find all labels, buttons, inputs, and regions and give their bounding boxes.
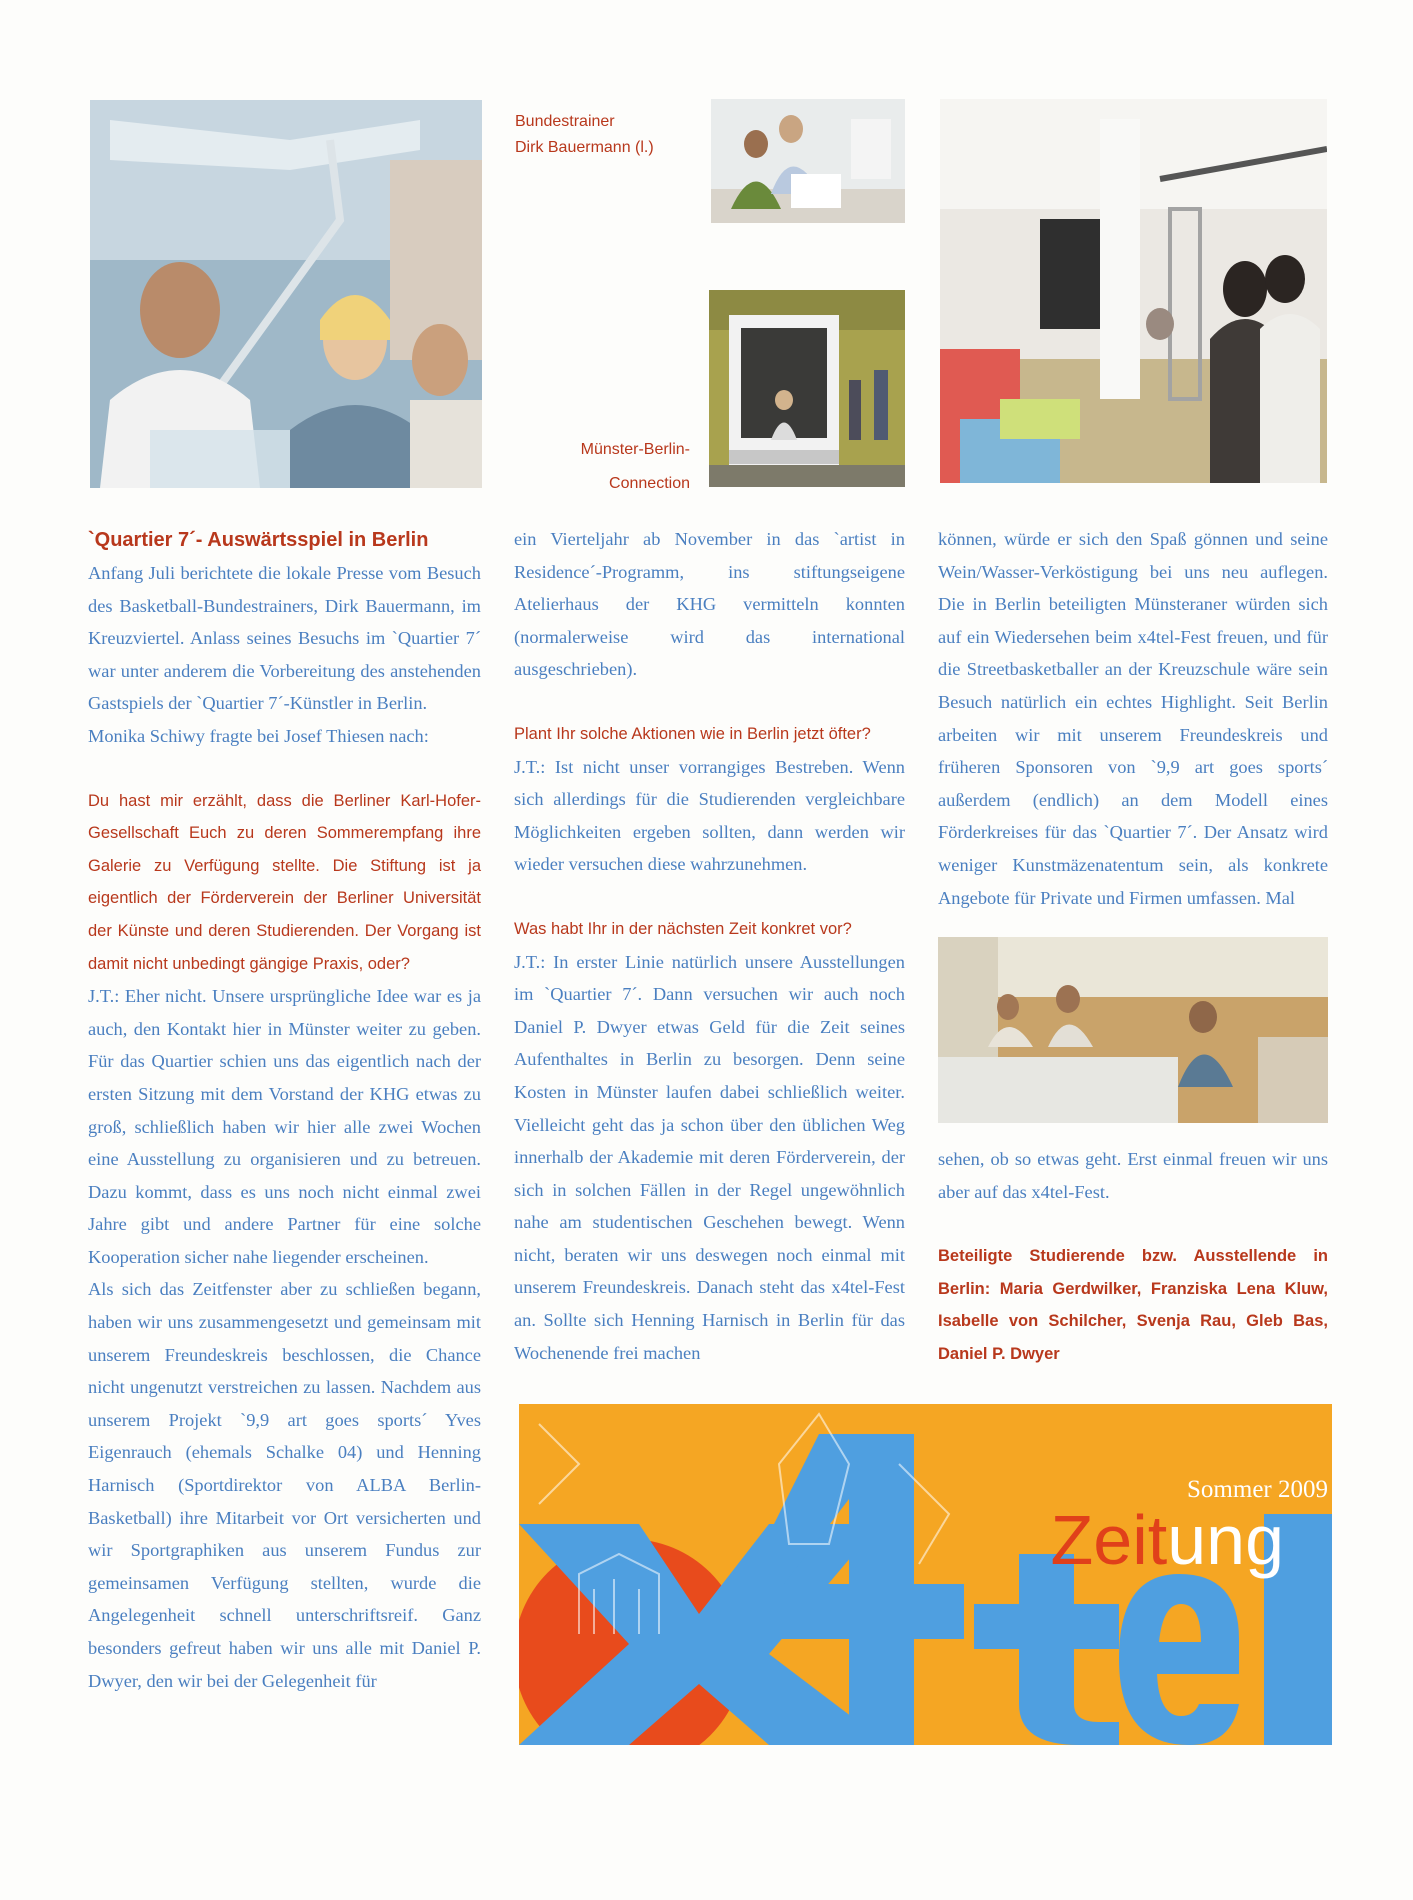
spacer [514,881,905,913]
article-column-3 [938,523,1328,914]
column-3-paragraph: können, würde er sich den Spaß gönnen und seine Wein/Wasser-Verköstigung bei uns neu auflegen. Die in Berlin beteiligten Münsteraner würden sich auf ein Wiedersehen beim x4tel-Fest freuen, und für die Streetbasketballer an der Kreuzschule wäre sein Besuch natürlich ein echtes Highlight. Seit Berlin arbeiten wir mit unserem Freundeskreis und früheren Sponsoren von `9,9 art goes sports´ außerdem (endlich) an dem Modell eines Förderkreises für das `Quartier 7´. Der Ansatz wird weniger Kunstmäzenatentum sein, als konkrete Angebote für Private und Firmen umfassen. Mal [938,529,1328,908]
photo-gallery-interior [940,99,1327,483]
photo-bauermann-seated [711,99,905,223]
caption-line: Dirk Bauermann (l.) [515,139,654,156]
photo-workshop [938,937,1328,1123]
spacer [514,686,905,718]
photo-van-connection [709,290,905,487]
spacer [938,1208,1328,1240]
caption-line: Connection [609,475,690,492]
article-column-2 [514,523,905,1369]
caption-line: Münster-Berlin- [580,441,690,458]
article-paragraph: J.T.: In erster Linie natürlich unsere Ausstellungen im `Quartier 7´. Dann versuchen wir auch noch Daniel P. Dwyer etwas Geld für die Zeit seines Aufenthaltes in Berlin zu besorgen. Denn seine Kosten in Münster laufen dabei schließlich weiter. Vielleicht geht das ja schon über den üblichen Weg innerhalb der Akademie mit deren Förderverein, der sich in solchen Fällen in der Regel ungewöhnlich nahe am studentischen Geschehen bewegt. Wenn nicht, beraten wir uns deswegen noch einmal mit unserem Freundeskreis. Danach steht das x4tel-Fest an. Sollte sich Henning Harnisch in Berlin für das Wochenende frei machen [514,951,905,1363]
caption-bundestrainer [515,109,654,161]
article-paragraph: J.T.: Eher nicht. Unsere ursprüngliche Idee war es ja auch, den Kontakt hier in Münster weiter zu geben. Für das Quartier schien uns das eigentlich nach der ersten Sitzung mit dem Vorstand der KHG etwas zu groß, schließlich haben wir hier alle zwei Wochen eine Ausstellung zu organisieren und zu betreuen. Dazu kommt, dass es uns noch nicht einmal zwei Jahre gibt und andere Partner für eine solche Kooperation sicher nahe liegender erscheinen. [88,986,481,1267]
photo-bauermann-visit [90,100,482,488]
cover-season: Sommer 2009 [1187,1476,1328,1503]
cover-title-part-a: Zeit [1050,1501,1168,1579]
article-paragraph: Anfang Juli berichtete die lokale Presse vom Besuch des Basketball-Bundestrainers, Dirk Bauermann, im Kreuzviertel. Anlass seines Besuchs im `Quartier 7´ war unter anderem die Vorbereitung des anstehenden Gastspiels der `Quartier 7´-Künstler in Berlin. [88,563,481,714]
caption-muenster-berlin [580,433,690,501]
interview-question: Was habt Ihr in der nächsten Zeit konkret vor? [514,919,852,938]
column-1-body [88,557,481,1697]
spacer [88,753,481,785]
article-paragraph: Als sich das Zeitfenster aber zu schließen begann, haben wir uns zusammengesetzt und gemeinsam mit unserem Freundeskreis beschlossen, die Chance nicht ungenutzt verstreichen zu lassen. Nachdem aus unserem Projekt `9,9 art goes sports´ Yves Eigenrauch (ehemals Schalke 04) und Henning Harnisch (Sportdirektor von ALBA Berlin-Basketball) ihre Mitarbeit vor Ort versicherten und wir Sportgraphiken aus unserem Fundus zur gemeinsamen Verfügung stellten, wurde die Angelegenheit schnell unterschriftsreif. Ganz besonders gefreut haben wir uns alle mit Daniel P. Dwyer, den wir bei der Gelegenheit für [88,1279,481,1691]
x4tel-zeitung-cover [519,1404,1332,1745]
article-paragraph: ein Vierteljahr ab November in das `artist in Residence´-Programm, ins stiftungseigene Atelierhaus der KHG vermitteln konnten (normalerweise wird das international ausgeschrieben). [514,529,905,680]
caption-line: Bundestrainer [515,113,615,130]
interview-question: Plant Ihr solche Aktionen wie in Berlin jetzt öfter? [514,724,871,743]
column-3-paragraph-end: sehen, ob so etwas geht. Erst einmal freuen wir uns aber auf das x4tel-Fest. [938,1149,1328,1202]
cover-title [1051,1500,1285,1580]
interview-question: Du hast mir erzählt, dass die Berliner Karl-Hofer-Gesellschaft Euch zu deren Sommerempfang ihre Galerie zu Verfügung stellte. Die Stiftung ist ja eigentlich der Förderverein der Berliner Universität der Künste und deren Studierenden. Der Vorgang ist damit nicht unbedingt gängige Praxis, oder? [88,791,481,973]
column-2-body [514,523,905,1369]
article-headline: `Quartier 7´- Auswärtsspiel in Berlin [88,529,429,551]
article-column-3-continued [938,1143,1328,1371]
cover-title-part-b: ung [1167,1501,1284,1579]
article-column-1 [88,523,481,1697]
article-paragraph: J.T.: Ist nicht unser vorrangiges Bestreben. Wenn sich allerdings für die Studierenden vergleichbare Möglichkeiten ergeben sollten, dann werden wir wieder versuchen diese wahrzunehmen. [514,756,905,875]
participants-list: Beteiligte Studierende bzw. Ausstellende in Berlin: Maria Gerdwilker, Franziska Lena Kluw, Isabelle von Schilcher, Svenja Rau, Gleb Bas, Daniel P. Dwyer [938,1247,1328,1363]
article-paragraph: Monika Schiwy fragte bei Josef Thiesen nach: [88,725,429,746]
